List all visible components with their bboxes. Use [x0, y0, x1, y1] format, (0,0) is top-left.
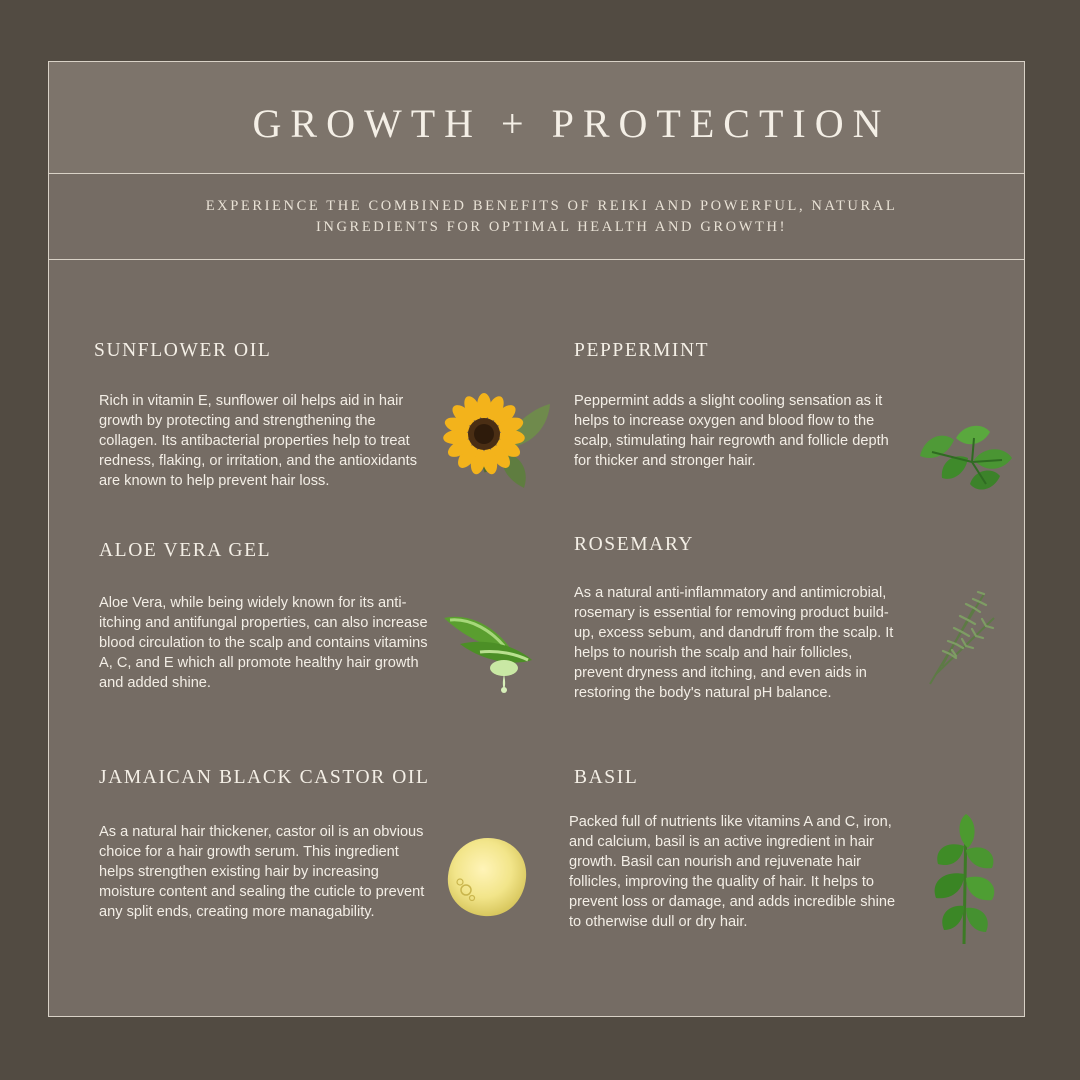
- rosemary-sprig-icon: [924, 588, 998, 686]
- oil-drop-icon: [444, 834, 530, 920]
- basil-leaves-icon: [926, 810, 1002, 946]
- ingredient-heading-sunflower-oil: SUNFLOWER OIL: [94, 340, 272, 361]
- subtitle-band: [49, 174, 1024, 260]
- page-title: GROWTH + PROTECTION: [252, 101, 891, 146]
- ingredient-description-aloe-vera-gel: Aloe Vera, while being widely known for its anti-itching and antifungal properties, can also increase blood circulation to the scalp and contains vitamins A, C, and E which all promote healthy hair growth and added shine.: [99, 595, 428, 691]
- ingredient-heading-rosemary: ROSEMARY: [574, 534, 695, 555]
- ingredient-heading-aloe-vera-gel: ALOE VERA GEL: [99, 540, 272, 561]
- page-subtitle: EXPERIENCE THE COMBINED BENEFITS OF REIKI AND POWERFUL, NATURAL INGREDIENTS FOR OPTIMAL HEALTH AND GROWTH!: [205, 198, 898, 235]
- ingredient-heading-peppermint: PEPPERMINT: [574, 340, 710, 361]
- ingredient-description-rosemary: As a natural anti-inflammatory and antimicrobial, rosemary is essential for removing product build-up, excess sebum, and dandruff from the scalp. It helps to nourish the scalp and hair follicles, prevent dryness and itching, and even aids in restoring the body's natural pH balance.: [574, 585, 894, 701]
- ingredient-description-jamaican-black-castor-oil: As a natural hair thickener, castor oil is an obvious choice for a hair growth serum. This ingredient helps strengthen existing hair by increasing moisture content and sealing the cuticle to prevent any split ends, creating more managability.: [99, 824, 425, 920]
- ingredient-description-sunflower-oil: Rich in vitamin E, sunflower oil helps aid in hair growth by protecting and strengthening the collagen. Its antibacterial properties help to treat redness, flaking, or irritation, and the antioxidants are known to help prevent hair loss.: [99, 393, 417, 489]
- title-band: [49, 62, 1024, 174]
- ingredient-heading-jamaican-black-castor-oil: JAMAICAN BLACK CASTOR OIL: [99, 767, 430, 788]
- sunflower-icon: [442, 392, 554, 492]
- aloe-vera-icon: [440, 608, 534, 694]
- peppermint-leaves-icon: [912, 418, 1018, 500]
- ingredient-heading-basil: BASIL: [574, 767, 639, 788]
- ingredient-description-peppermint: Peppermint adds a slight cooling sensation as it helps to increase oxygen and blood flow to the scalp, stimulating hair regrowth and follicle depth for thicker and stronger hair.: [574, 393, 889, 469]
- ingredient-description-basil: Packed full of nutrients like vitamins A and C, iron, and calcium, basil is an active ingredient in hair growth. Basil can nourish and rejuvenate hair follicles, improving the quality of hair. It helps to prevent loss or damage, and adds incredible shine to otherwise dull or dry hair.: [569, 814, 896, 930]
